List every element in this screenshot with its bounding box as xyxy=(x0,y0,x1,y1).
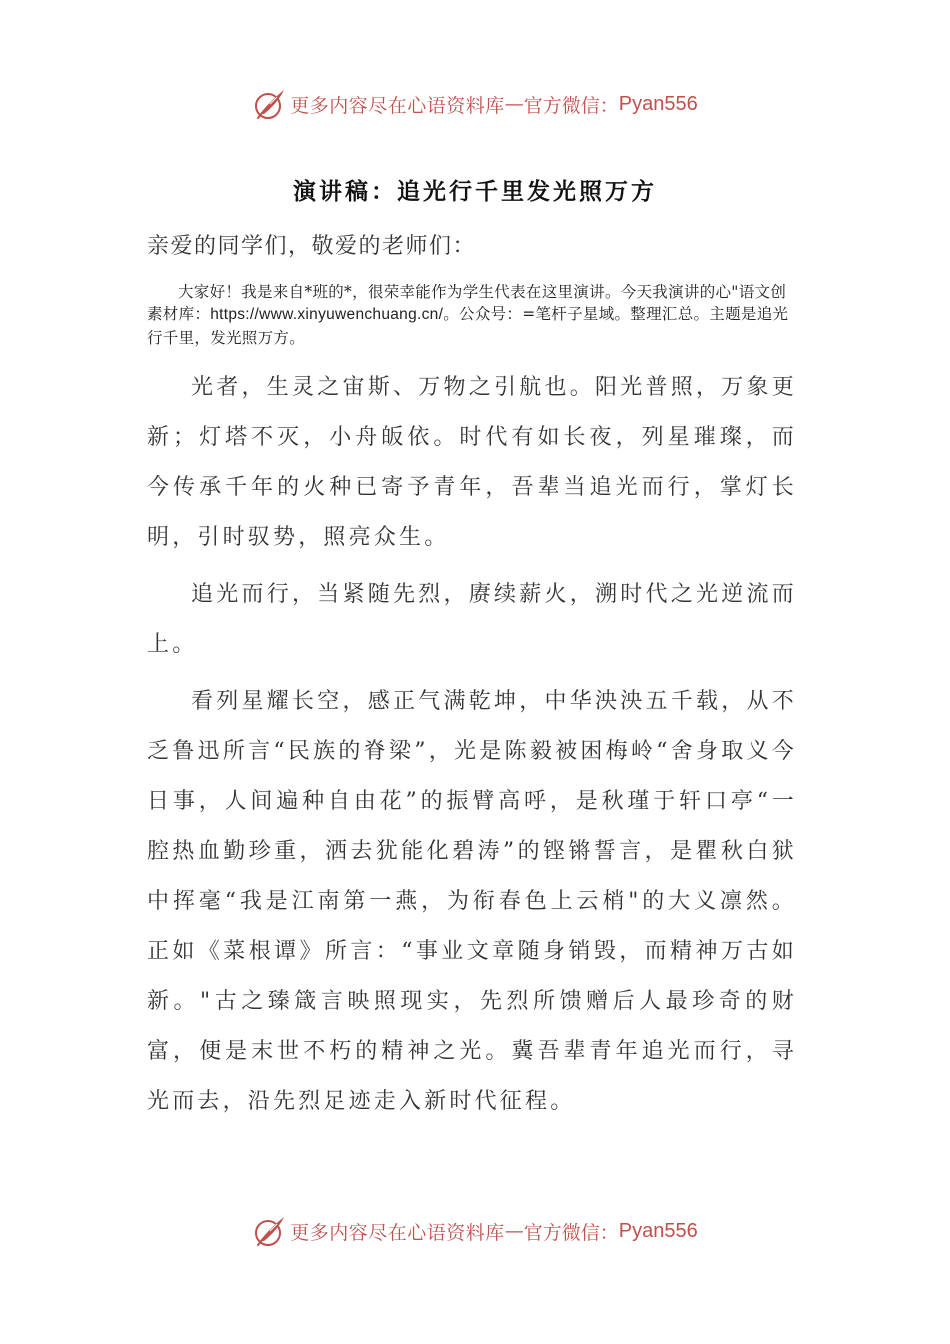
document-title: 演讲稿：追光行千里发光照万方 xyxy=(293,179,657,205)
intro-text-1: 大家好！我是来自*班的*，很荣幸能作为学生代表在这里演讲。今天我演讲的心"语文创素材库： xyxy=(147,282,787,324)
footer-account: Pyan556 xyxy=(618,1219,698,1242)
footer-brand-text: 更多内容尽在心语资料库 xyxy=(290,1221,505,1244)
greeting: 亲爱的同学们，敬爱的老师们： xyxy=(147,234,477,259)
quill-pen-icon xyxy=(252,86,288,122)
footer-wechat-label: 官方微信： xyxy=(523,1221,619,1244)
header-banner xyxy=(0,84,950,124)
banner-wechat-label: 官方微信： xyxy=(523,94,619,117)
body-paragraph-3: 看列星耀长空，感正气满乾坤，中华泱泱五千载，从不乏鲁迅所言“民族的脊梁”，光是陈毅被困梅岭“舍身取义今日事，人间遍种自由花”的振臂高呼，是秋瑾于轩口亭“一腔热血勤珍重，洒去犹能化碧涛”的铿锵誓言，是瞿秋白狱中挥毫“我是江南第一燕，为衔春色上云梢"的大义凛然。正如《菜根谭》所言：“事业文章随身销毁，而精神万古如新。"古之臻箴言映照现实，先烈所馈赠后人最珍奇的财富，便是末世不朽的精神之光。冀吾辈青年追光而行，寻光而去，沿先烈足迹走入新时代征程。 xyxy=(147,689,797,1115)
body-paragraph-2: 追光而行，当紧随先烈，赓续薪火，溯时代之光逆流而上。 xyxy=(147,582,797,658)
intro-paragraph xyxy=(147,281,797,349)
intro-text-2: 。公众号：=笔杆子星域。整理汇总。主题是追光行千里，发光照万方。 xyxy=(147,305,789,347)
document-body xyxy=(147,232,797,1134)
banner-brand-text: 更多内容尽在心语资料库 xyxy=(290,94,505,117)
quill-pen-icon xyxy=(252,1213,288,1249)
body-paragraph-1: 光者，生灵之宙斯、万物之引航也。阳光普照，万象更新；灯塔不灭，小舟皈依。时代有如长夜，列星璀璨，而今传承千年的火种已寄予青年，吾辈当追光而行，掌灯长明，引时驭势，照亮众生。 xyxy=(147,375,797,551)
footer-banner xyxy=(0,1211,950,1251)
intro-url-link[interactable]: https://www.xinyuwenchuang.cn/ xyxy=(210,306,444,324)
banner-account: Pyan556 xyxy=(618,92,698,115)
banner-separator: — xyxy=(504,93,524,115)
footer-separator: — xyxy=(504,1220,524,1242)
